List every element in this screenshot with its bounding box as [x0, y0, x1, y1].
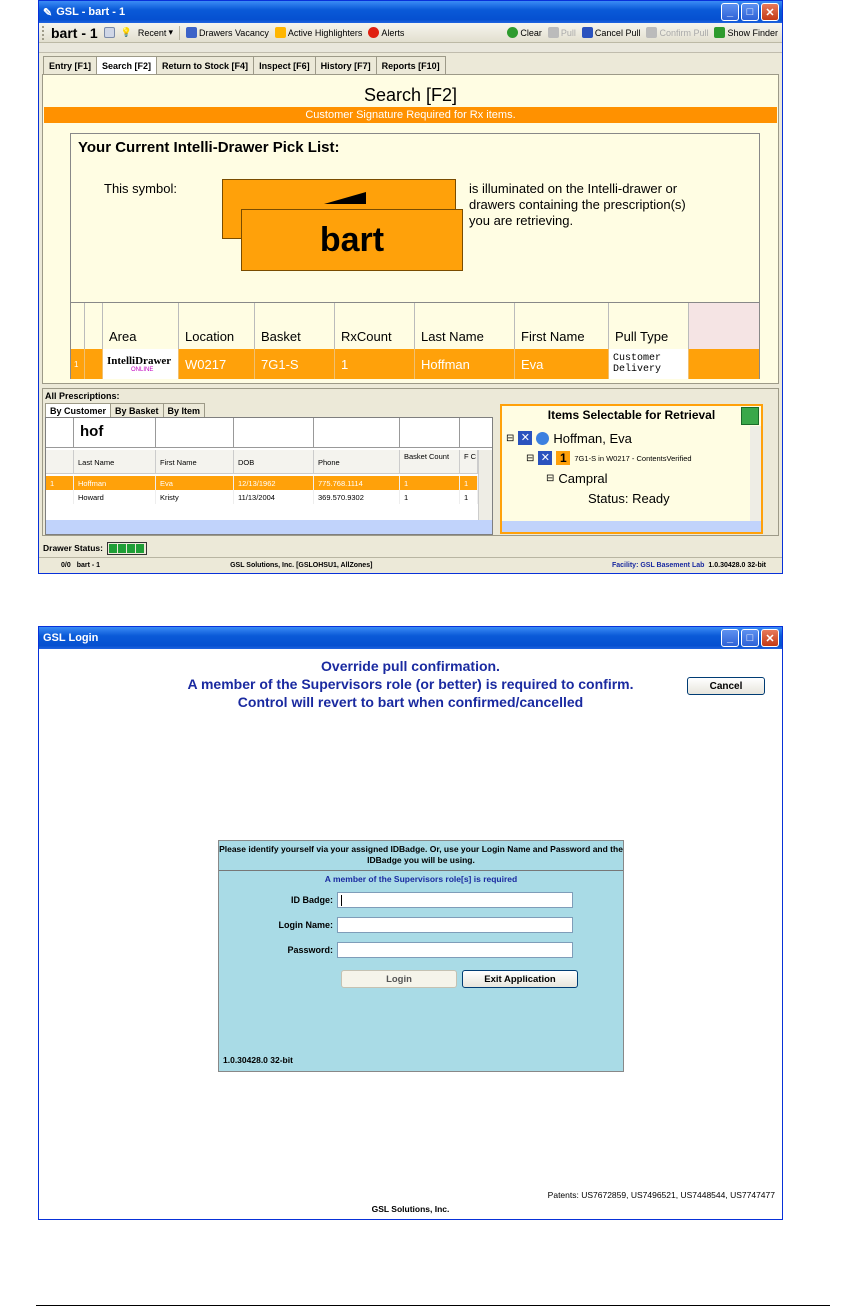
retrieval-tree — [506, 428, 692, 508]
pick-list — [70, 133, 760, 379]
lightbulb-icon[interactable]: 💡 — [120, 27, 132, 37]
dob-filter[interactable] — [234, 418, 314, 447]
tab-search[interactable]: Search [F2] — [96, 56, 157, 74]
finder-icon[interactable] — [741, 407, 759, 425]
pick-list-heading: Your Current Intelli-Drawer Pick List: — [78, 139, 340, 156]
status-bar: 0/0 bart - 1 GSL Solutions, Inc. [GSLOHSU1, AllZones] Facility: GSL Basement Lab 1.0.30428.0 32-bit — [39, 557, 782, 573]
refresh-icon — [507, 27, 518, 38]
login-titlebar[interactable] — [39, 627, 782, 649]
login-body — [42, 649, 779, 1216]
tab-inspect[interactable]: Inspect [F6] — [253, 56, 316, 74]
override-message: Override pull confirmation. A member of the Supervisors role (or better) is required to confirm. Control will revert to bart when confirmed/cancelled — [187, 658, 634, 710]
window-title: GSL - bart - 1 — [56, 6, 126, 18]
user-icon — [536, 432, 549, 445]
collapse-icon[interactable]: ⊟ — [506, 432, 515, 444]
col-rxcount[interactable]: RxCount — [335, 303, 415, 349]
collapse-icon[interactable]: ⊟ — [526, 452, 535, 464]
main-tabs — [43, 56, 445, 74]
prescriptions-header — [46, 450, 478, 474]
intellidrawer-logo: IntelliDrawer ONLINE — [103, 349, 179, 379]
all-prescriptions-section — [42, 388, 779, 536]
tab-by-item[interactable]: By Item — [163, 403, 206, 418]
col-pull-type[interactable]: Pull Type — [609, 303, 689, 349]
exit-application-button[interactable]: Exit Application — [462, 970, 578, 988]
patents-label: Patents: US7672859, US7496521, US7448544, US7747477 — [547, 1190, 775, 1200]
minimize-button[interactable]: _ — [721, 629, 739, 647]
close-button[interactable]: ✕ — [761, 3, 779, 21]
login-name-label: Login Name: — [278, 920, 333, 930]
tree-customer-node[interactable]: ⊟ ✕ Hoffman, Eva — [506, 430, 632, 446]
collapse-bar[interactable] — [39, 43, 782, 53]
last-name-filter[interactable]: hof — [74, 418, 156, 447]
recent-menu[interactable]: Recent ▾ — [137, 27, 173, 38]
prescriptions-table — [45, 417, 493, 535]
notepad-icon[interactable] — [104, 27, 115, 38]
prescription-tabs — [45, 403, 204, 418]
tab-return-to-stock[interactable]: Return to Stock [F4] — [156, 56, 254, 74]
row-basket: 7G1-S — [255, 349, 335, 379]
chart-icon — [186, 27, 197, 38]
role-requirement: A member of the Supervisors role[s] is required — [324, 874, 518, 884]
company-label: GSL Solutions, Inc. — [371, 1204, 450, 1214]
login-instructions: Please identify yourself via your assigned IDBadge. Or, use your Login Name and Password and the IDBadge you will be using. — [219, 841, 623, 871]
id-badge-row — [219, 892, 623, 908]
cancel-pull-button[interactable]: Cancel Pull — [582, 27, 641, 38]
finder-icon — [714, 27, 725, 38]
col-dob[interactable]: DOB — [234, 450, 314, 473]
toolbar-grip[interactable] — [42, 26, 45, 40]
tab-reports[interactable]: Reports [F10] — [376, 56, 446, 74]
pull-icon — [548, 27, 559, 38]
col-phone[interactable]: Phone — [314, 450, 400, 473]
pick-list-grid — [71, 302, 759, 380]
clear-button[interactable]: Clear — [507, 27, 542, 38]
tab-entry[interactable]: Entry [F1] — [43, 56, 97, 74]
id-badge-label: ID Badge: — [290, 895, 333, 905]
phone-filter[interactable] — [314, 418, 400, 447]
row-first-name: Eva — [515, 349, 609, 379]
row-location: W0217 — [179, 349, 255, 379]
login-button[interactable]: Login — [341, 970, 457, 988]
pick-list-header — [71, 303, 759, 349]
tab-by-customer[interactable]: By Customer — [45, 403, 111, 418]
login-window — [38, 626, 783, 1220]
drawer-symbol: bart — [241, 209, 463, 271]
password-row — [219, 942, 623, 958]
alert-icon — [368, 27, 379, 38]
symbol-label: This symbol: — [104, 181, 177, 196]
search-panel — [42, 74, 779, 384]
col-f[interactable]: F C — [460, 450, 478, 473]
items-selectable-panel — [500, 404, 763, 534]
first-name-filter[interactable] — [156, 418, 234, 447]
all-prescriptions-label: All Prescriptions: — [45, 391, 120, 401]
password-field[interactable] — [337, 942, 573, 958]
pick-list-row[interactable]: 1 IntelliDrawer ONLINE W0217 7G1-S 1 Hoffman Eva Customer Delivery — [71, 349, 759, 379]
vertical-scrollbar[interactable] — [478, 450, 492, 520]
col-area[interactable]: Area — [103, 303, 179, 349]
tab-history[interactable]: History [F7] — [315, 56, 377, 74]
col-basket[interactable]: Basket — [255, 303, 335, 349]
col-last-name[interactable]: Last Name — [415, 303, 515, 349]
col-first-name[interactable]: First Name — [515, 303, 609, 349]
filter-row — [46, 418, 492, 448]
checkbox-x-icon[interactable]: ✕ — [518, 431, 532, 445]
main-window — [38, 0, 783, 574]
col-last-name[interactable]: Last Name — [74, 450, 156, 473]
tab-by-basket[interactable]: By Basket — [110, 403, 164, 418]
table-row[interactable]: Howard Kristy 11/13/2004 369.570.9302 1 1 — [46, 490, 478, 504]
page-divider — [36, 1305, 830, 1306]
cancel-button[interactable]: Cancel — [687, 677, 765, 695]
drawers-vacancy-button[interactable]: Drawers Vacancy — [186, 27, 269, 38]
horizontal-scrollbar[interactable] — [46, 520, 492, 534]
page-title: Search [F2] — [363, 85, 458, 105]
maximize-button[interactable]: □ — [741, 629, 759, 647]
symbol-description: is illuminated on the Intelli-drawer or drawers containing the prescription(s) you are retrieving. — [469, 181, 686, 228]
col-first-name[interactable]: First Name — [156, 450, 234, 473]
basket-count-badge: 1 — [556, 451, 570, 465]
table-row[interactable]: 1 Hoffman Eva 12/13/1962 775.768.1114 1 1 — [46, 476, 478, 490]
show-finder-button[interactable]: Show Finder — [714, 27, 778, 38]
main-toolbar — [39, 23, 782, 43]
tree-basket-node[interactable]: ⊟ ✕ 1 7G1-S in W0217 - ContentsVerified — [526, 451, 692, 465]
basket-count-filter[interactable] — [400, 418, 460, 447]
close-button[interactable]: ✕ — [761, 629, 779, 647]
password-label: Password: — [287, 945, 333, 955]
row-last-name: Hoffman — [415, 349, 515, 379]
pull-button[interactable]: Pull — [548, 27, 576, 38]
confirm-pull-button[interactable]: Confirm Pull — [646, 27, 708, 38]
version-label: 1.0.30428.0 32-bit — [223, 1055, 293, 1065]
cancel-pull-icon — [582, 27, 593, 38]
row-pull-type: Customer Delivery — [609, 349, 689, 379]
main-titlebar[interactable] — [39, 1, 782, 23]
signature-notice: Customer Signature Required for Rx items. — [44, 107, 777, 123]
drawer-status-indicator — [107, 542, 147, 555]
maximize-button[interactable]: □ — [741, 3, 759, 21]
active-highlighters-button[interactable]: Active Highlighters — [275, 27, 363, 38]
col-basket-count[interactable]: Basket Count — [400, 450, 460, 473]
id-badge-field[interactable] — [337, 892, 573, 908]
checkbox-x-icon[interactable]: ✕ — [538, 451, 552, 465]
alerts-button[interactable]: Alerts — [368, 27, 404, 38]
col-location[interactable]: Location — [179, 303, 255, 349]
drawer-status: Drawer Status: — [39, 541, 782, 555]
app-icon: ✎ — [43, 6, 53, 19]
highlighter-icon — [275, 27, 286, 38]
login-window-title: GSL Login — [43, 632, 99, 644]
login-form — [218, 840, 624, 1072]
tree-status-node: Status: Ready — [588, 490, 670, 506]
minimize-button[interactable]: _ — [721, 3, 739, 21]
items-hscrollbar[interactable] — [502, 521, 761, 532]
login-name-field[interactable] — [337, 917, 573, 933]
toolbar-user-label: bart - 1 — [51, 24, 98, 41]
row-rxcount: 1 — [335, 349, 415, 379]
collapse-icon[interactable]: ⊟ — [546, 472, 555, 484]
tree-drug-node[interactable]: ⊟ Campral — [546, 470, 608, 486]
items-selectable-title: Items Selectable for Retrieval — [547, 408, 716, 422]
items-vscrollbar[interactable] — [750, 426, 761, 521]
confirm-pull-icon — [646, 27, 657, 38]
login-name-row — [219, 917, 623, 933]
